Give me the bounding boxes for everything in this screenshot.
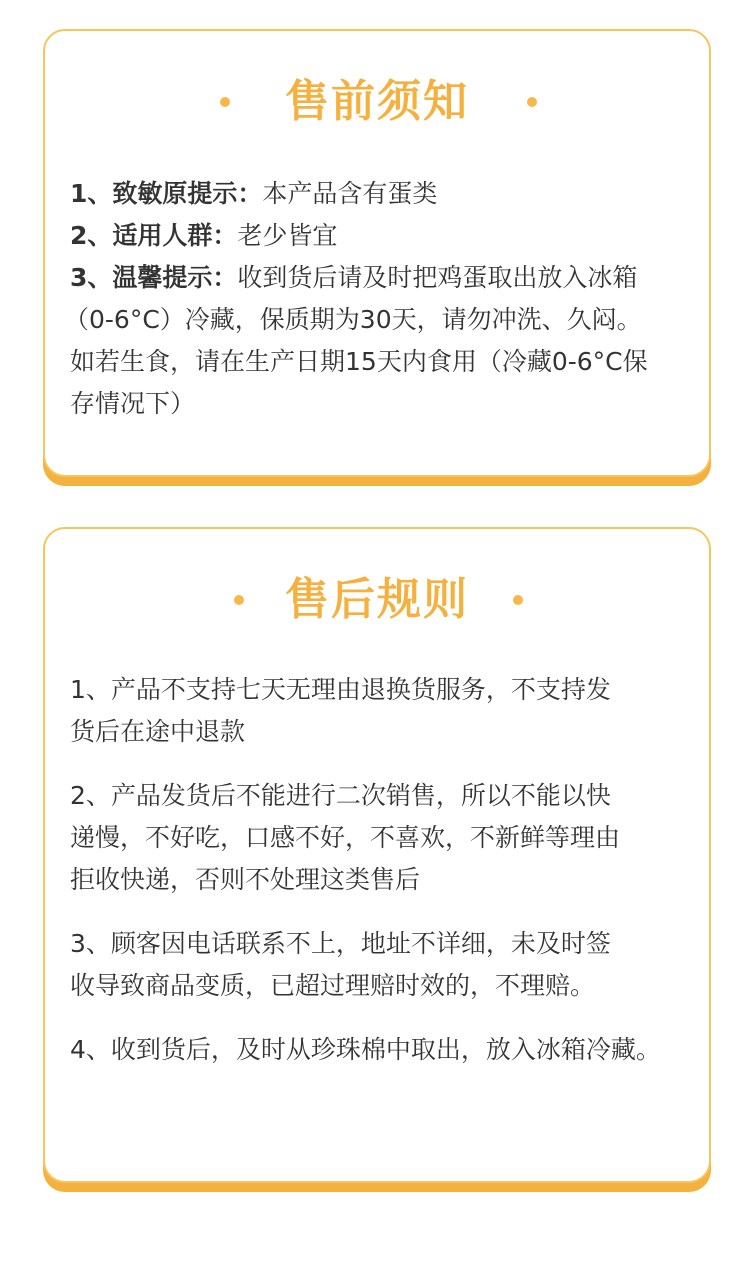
pre-sale-title: 售前须知 bbox=[285, 76, 469, 127]
item-label: 3、温馨提示： bbox=[70, 263, 238, 292]
after-sale-title: 售后规则 bbox=[285, 574, 469, 625]
after-sale-rule-2 bbox=[70, 775, 695, 901]
bullet-dot-icon bbox=[513, 595, 523, 605]
bullet-dot-icon bbox=[527, 97, 537, 107]
pre-sale-item-3 bbox=[64, 257, 695, 425]
pre-sale-content bbox=[64, 173, 695, 425]
item-text: 收到货后请及时把鸡蛋取出放入冰箱 bbox=[237, 263, 638, 292]
after-sale-content bbox=[70, 669, 695, 1071]
pre-sale-header bbox=[45, 72, 709, 132]
after-sale-card bbox=[43, 527, 711, 1183]
rule-line: 1、产品不支持七天无理由退换货服务，不支持发 bbox=[70, 675, 611, 704]
item-text: （0-6°C）冷藏，保质期为30天，请勿冲洗、久闷。 bbox=[64, 305, 642, 334]
pre-sale-card bbox=[43, 29, 711, 477]
item-text: 如若生食，请在生产日期15天内食用（冷藏0-6°C保 bbox=[70, 347, 648, 376]
rule-line: 4、收到货后，及时从珍珠棉中取出，放入冰箱冷藏。 bbox=[70, 1035, 661, 1064]
after-sale-rule-4 bbox=[70, 1029, 695, 1071]
item-label: 2、适用人群： bbox=[70, 221, 238, 250]
item-text: 存情况下） bbox=[70, 389, 196, 418]
after-sale-rule-1 bbox=[70, 669, 695, 753]
item-label: 1、致敏原提示： bbox=[70, 179, 263, 208]
rule-line: 3、顾客因电话联系不上，地址不详细，未及时签 bbox=[70, 929, 611, 958]
rule-line: 2、产品发货后不能进行二次销售，所以不能以快 bbox=[70, 781, 611, 810]
rule-line: 递慢，不好吃，口感不好，不喜欢，不新鲜等理由 bbox=[70, 823, 621, 852]
rule-line: 货后在途中退款 bbox=[70, 717, 246, 746]
after-sale-rule-3 bbox=[70, 923, 695, 1007]
item-text: 本产品含有蛋类 bbox=[262, 179, 438, 208]
pre-sale-item-1 bbox=[70, 173, 695, 215]
rule-line: 拒收快递，否则不处理这类售后 bbox=[70, 865, 421, 894]
after-sale-header bbox=[45, 570, 709, 630]
pre-sale-item-2 bbox=[70, 215, 695, 257]
rule-line: 收导致商品变质，已超过理赔时效的，不理赔。 bbox=[70, 971, 596, 1000]
item-text: 老少皆宜 bbox=[237, 221, 338, 250]
